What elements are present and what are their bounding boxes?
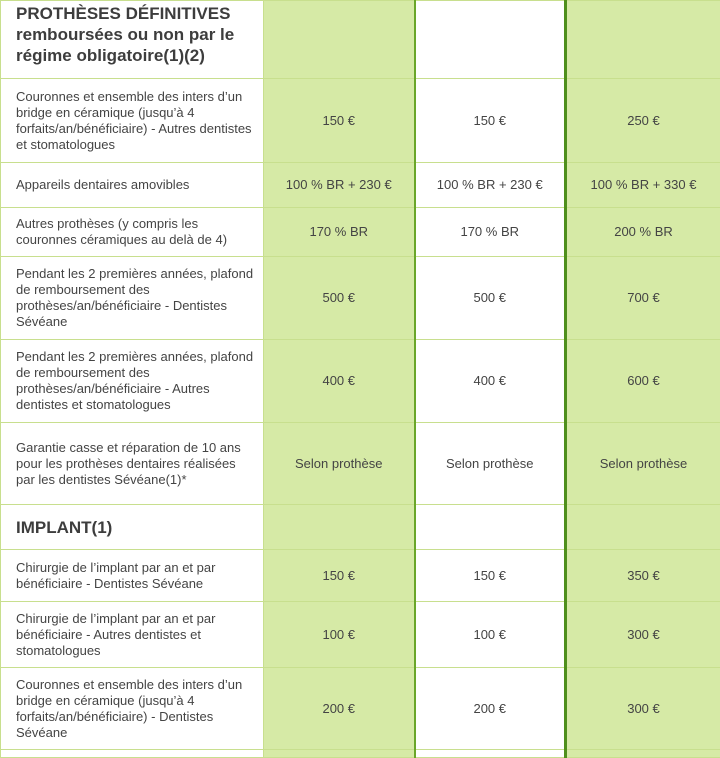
value-cell: 200 € (264, 668, 415, 750)
table-row (1, 257, 720, 340)
section-row-implant (1, 505, 720, 550)
section-cell (566, 505, 720, 550)
value-cell: 100 % BR + 230 € (264, 163, 415, 208)
section-cell (415, 505, 566, 550)
value-cell: Selon prothèse (566, 423, 720, 505)
value-cell: 150 € (415, 550, 566, 602)
section-cell (566, 1, 720, 79)
value-cell: 300 € (566, 668, 720, 750)
value-cell: Selon prothèse (264, 423, 415, 505)
value-cell: 170 % BR (264, 208, 415, 257)
value-cell: 150 € (264, 550, 415, 602)
value-cell: 150 € (415, 79, 566, 163)
value-cell (566, 750, 720, 758)
section-cell (415, 1, 566, 79)
table-row-partial (1, 750, 720, 758)
section-row-protheses (1, 1, 720, 79)
table-row (1, 602, 720, 668)
value-cell: 500 € (264, 257, 415, 340)
row-label: Appareils dentaires amovibles (1, 163, 264, 208)
table-row (1, 423, 720, 505)
row-label: Autres prothèses (y compris les couronnes céramiques au delà de 4) (1, 208, 264, 257)
value-cell: Selon prothèse (415, 423, 566, 505)
value-cell: 100 % BR + 330 € (566, 163, 720, 208)
section-title-protheses: PROTHÈSES DÉFINITIVES remboursées ou non par le régime obligatoire(1)(2) (1, 1, 264, 79)
table-row (1, 163, 720, 208)
value-cell (264, 750, 415, 758)
section-cell (264, 505, 415, 550)
value-cell: 250 € (566, 79, 720, 163)
value-cell: 150 € (264, 79, 415, 163)
row-label: Chirurgie de l’implant par an et par bénéficiaire - Autres dentistes et stomatologues (1, 602, 264, 668)
value-cell: 400 € (415, 340, 566, 423)
row-label: Pendant les 2 premières années, plafond de remboursement des prothèses/an/bénéficiaire - Dentistes Sévéane (1, 257, 264, 340)
value-cell: 600 € (566, 340, 720, 423)
table-row (1, 208, 720, 257)
value-cell: 100 % BR + 230 € (415, 163, 566, 208)
section-cell (264, 1, 415, 79)
value-cell: 100 € (415, 602, 566, 668)
table-row (1, 79, 720, 163)
table-row (1, 668, 720, 750)
value-cell: 500 € (415, 257, 566, 340)
row-label (1, 750, 264, 758)
value-cell: 100 € (264, 602, 415, 668)
value-cell: 300 € (566, 602, 720, 668)
row-label: Couronnes et ensemble des inters d’un bridge en céramique (jusqu’à 4 forfaits/an/bénéficiaire) - Autres dentistes et stomatologues (1, 79, 264, 163)
row-label: Garantie casse et réparation de 10 ans pour les prothèses dentaires réalisées par les dentistes Sévéane(1)* (1, 423, 264, 505)
row-label: Couronnes et ensemble des inters d’un bridge en céramique (jusqu’à 4 forfaits/an/bénéficiaire) - Dentistes Sévéane (1, 668, 264, 750)
value-cell: 350 € (566, 550, 720, 602)
value-cell: 200 % BR (566, 208, 720, 257)
value-cell: 170 % BR (415, 208, 566, 257)
table-row (1, 550, 720, 602)
section-title-implant: IMPLANT(1) (1, 505, 264, 550)
value-cell (415, 750, 566, 758)
value-cell: 400 € (264, 340, 415, 423)
value-cell: 200 € (415, 668, 566, 750)
value-cell: 700 € (566, 257, 720, 340)
table-row (1, 340, 720, 423)
row-label: Chirurgie de l’implant par an et par bénéficiaire - Dentistes Sévéane (1, 550, 264, 602)
row-label: Pendant les 2 premières années, plafond de remboursement des prothèses/an/bénéficiaire - Autres dentistes et stomatologues (1, 340, 264, 423)
